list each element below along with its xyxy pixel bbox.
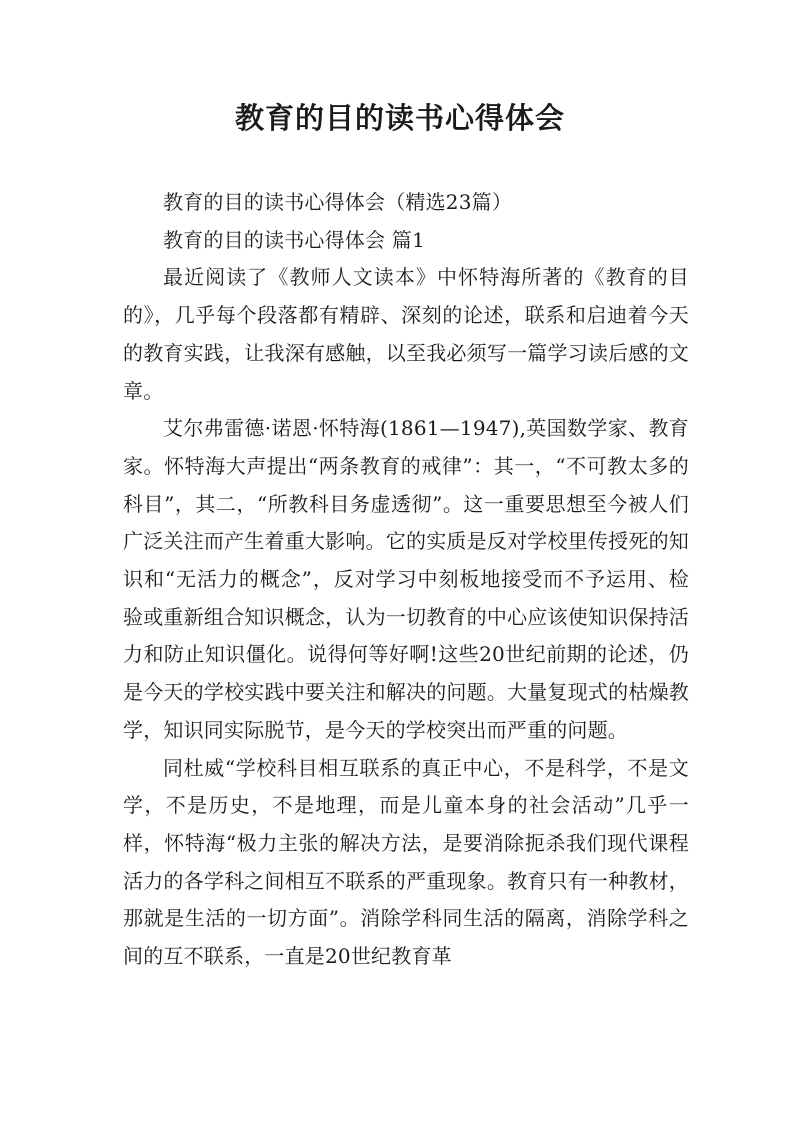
section-heading: 教育的目的读书心得体会 篇1 — [163, 227, 425, 252]
document-body — [123, 184, 689, 976]
document-subtitle: 教育的目的读书心得体会（精选23篇） — [163, 190, 513, 214]
paragraph: 同杜威“学校科目相互联系的真正中心，不是科学，不是文学，不是历史，不是地理，而是儿童本身的社会活动”几乎一样，怀特海“极力主张的解决方法，是要消除扼杀我们现代课程活力的各学科之间相互不联系的严重现象。教育只有一种教材，那就是生活的一切方面”。消除学科同生活的隔离，消除学科之间的互不联系，一直是20世纪教育革 — [123, 755, 689, 969]
document-title: 教育的目的读书心得体会 — [234, 101, 565, 135]
paragraph: 艾尔弗雷德·诺恩·怀特海(1861—1947),英国数学家、教育家。怀特海大声提出“两条教育的戒律”：其一，“不可教太多的科目”，其二，“所教科目务虚透彻”。这一重要思想至今被人们广泛关注而产生着重大影响。它的实质是反对学校里传授死的知识和“无活力的概念”，反对学习中刻板地接受而不予运用、检验或重新组合知识概念，认为一切教育的中心应该使知识保持活力和防止知识僵化。说得何等好啊!这些20世纪前期的论述，仍是今天的学校实践中要关注和解决的问题。大量复现式的枯燥教学，知识同实际脱节，是今天的学校突出而严重的问题。 — [123, 416, 689, 742]
paragraph: 最近阅读了《教师人文读本》中怀特海所著的《教育的目的》，几乎每个段落都有精辟、深刻的论述，联系和启迪着今天的教育实践，让我深有感触，以至我必须写一篇学习读后感的文章。 — [123, 265, 689, 403]
